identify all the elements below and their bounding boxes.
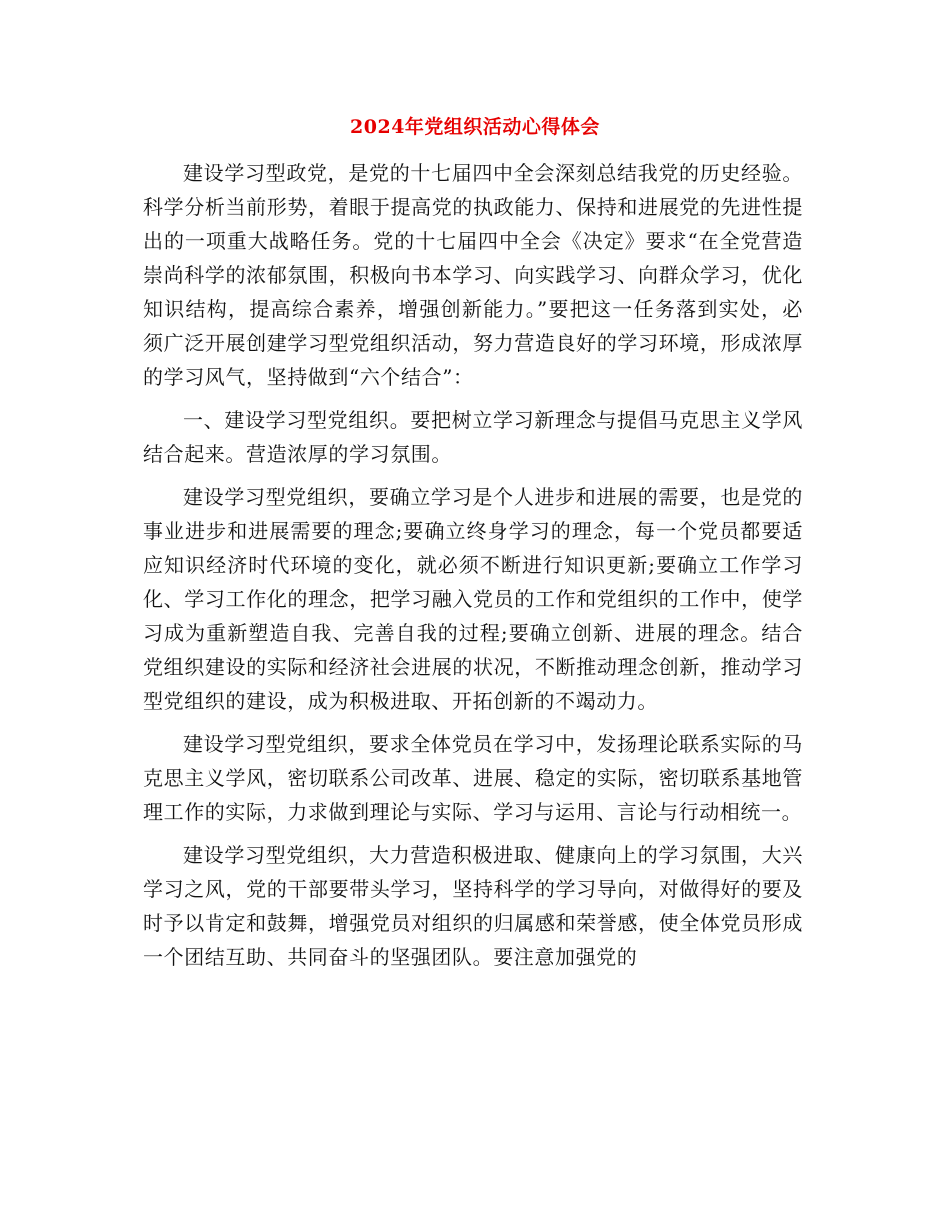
document-body bbox=[143, 156, 803, 983]
document-title: 2024年党组织活动心得体会 bbox=[350, 116, 600, 138]
paragraph-intro: 建设学习型政党，是党的十七届四中全会深刻总结我党的历史经验。科学分析当前形势，着眼于提高党的执政能力、保持和进展党的先进性提出的一项重大战略任务。党的十七届四中全会《决定》要求“在全党营造崇尚科学的浓郁氛围，积极向书本学习、向实践学习、向群众学习，优化知识结构，提高综合素养，增强创新能力。”要把这一任务落到实处，必须广泛开展创建学习型党组织活动，努力营造良好的学习环境，形成浓厚的学习风气，坚持做到“六个结合”： bbox=[143, 161, 803, 389]
paragraph-section-one-heading: 一、建设学习型党组织。要把树立学习新理念与提倡马克思主义学风结合起来。营造浓厚的学习氛围。 bbox=[143, 408, 803, 466]
paragraph-learning-concepts: 建设学习型党组织，要确立学习是个人进步和进展的需要，也是党的事业进步和进展需要的理念;要确立终身学习的理念，每一个党员都要适应知识经济时代环境的变化，就必须不断进行知识更新;要确立工作学习化、学习工作化的理念，把学习融入党员的工作和党组织的工作中，使学习成为重新塑造自我、完善自我的过程;要确立创新、进展的理念。结合党组织建设的实际和经济社会进展的状况，不断推动理念创新，推动学习型党组织的建设，成为积极进取、开拓创新的不竭动力。 bbox=[143, 485, 803, 713]
paragraph-learning-atmosphere: 建设学习型党组织，大力营造积极进取、健康向上的学习氛围，大兴学习之风，党的干部要带头学习，坚持科学的学习导向，对做得好的要及时予以肯定和鼓舞，增强党员对组织的归属感和荣誉感，使全体党员形成一个团结互助、共同奋斗的坚强团队。要注意加强党的 bbox=[143, 843, 803, 969]
paragraph-study-style: 建设学习型党组织，要求全体党员在学习中，发扬理论联系实际的马克思主义学风，密切联系公司改革、进展、稳定的实际，密切联系基地管理工作的实际，力求做到理论与实际、学习与运用、言论与行动相统一。 bbox=[143, 732, 803, 824]
